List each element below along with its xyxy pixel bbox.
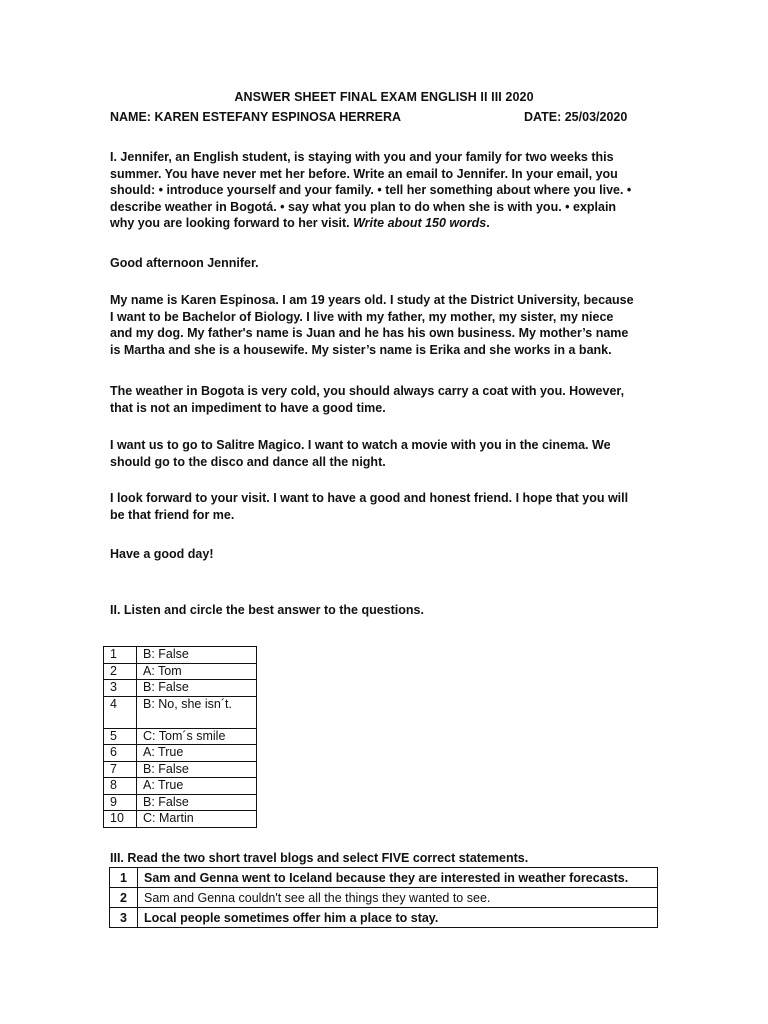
table-row bbox=[110, 888, 658, 908]
email-paragraph-visit: I look forward to your visit. I want to have a good and honest friend. I hope that you will be that friend for me. bbox=[110, 491, 629, 522]
answer-cell: B: False bbox=[137, 680, 257, 697]
statement-number: 2 bbox=[110, 888, 138, 908]
answer-cell: B: No, she isn´t. bbox=[137, 696, 257, 728]
table-row bbox=[104, 794, 257, 811]
table-row bbox=[104, 811, 257, 828]
table-row bbox=[104, 745, 257, 762]
answer-cell: A: True bbox=[137, 778, 257, 795]
section-1-prompt bbox=[110, 149, 638, 232]
table-row bbox=[110, 908, 658, 928]
question-number: 1 bbox=[104, 647, 137, 664]
question-number: 7 bbox=[104, 761, 137, 778]
student-info-line bbox=[110, 110, 640, 124]
section-1-prompt-text: I. Jennifer, an English student, is staying with you and your family for two weeks this summer. You have never met her before. Write an email to Jennifer. In your email, you should: • introduce yourself and your family. • tell her something about where you live. • describe weather in Bogotá. • say what you plan to do when she is with you. • explain why you are looking forward to her visit. bbox=[110, 150, 632, 230]
table-row bbox=[104, 761, 257, 778]
question-number: 9 bbox=[104, 794, 137, 811]
question-number: 8 bbox=[104, 778, 137, 795]
email-greeting: Good afternoon Jennifer. bbox=[110, 256, 259, 270]
answer-cell: B: False bbox=[137, 794, 257, 811]
email-paragraph-plans: I want us to go to Salitre Magico. I want to watch a movie with you in the cinema. We should go to the disco and dance all the night. bbox=[110, 438, 611, 469]
answer-cell: A: Tom bbox=[137, 663, 257, 680]
answer-cell: B: False bbox=[137, 761, 257, 778]
table-row bbox=[104, 663, 257, 680]
table-row bbox=[104, 728, 257, 745]
statement-text: Sam and Genna couldn't see all the things they wanted to see. bbox=[138, 888, 658, 908]
section-3-title: III. Read the two short travel blogs and select FIVE correct statements. bbox=[110, 851, 529, 865]
answer-cell: C: Martin bbox=[137, 811, 257, 828]
table-row bbox=[104, 778, 257, 795]
statement-number: 3 bbox=[110, 908, 138, 928]
document-title: ANSWER SHEET FINAL EXAM ENGLISH II III 2020 bbox=[234, 90, 534, 104]
email-closing: Have a good day! bbox=[110, 547, 214, 561]
section-2-title: II. Listen and circle the best answer to the questions. bbox=[110, 603, 424, 617]
email-paragraph-weather: The weather in Bogota is very cold, you should always carry a coat with you. However, that is not an impediment to have a good time. bbox=[110, 384, 625, 415]
listening-answers-table bbox=[103, 646, 257, 828]
question-number: 2 bbox=[104, 663, 137, 680]
statement-number: 1 bbox=[110, 868, 138, 888]
section-1-prompt-end: . bbox=[486, 216, 490, 230]
question-number: 6 bbox=[104, 745, 137, 762]
table-row bbox=[104, 647, 257, 664]
email-paragraph-family: My name is Karen Espinosa. I am 19 years old. I study at the District University, because I want to be Bachelor of Biology. I live with my father, my mother, my sister, my niece and my dog. My father's name is Juan and he has his own business. My mother’s name is Martha and she is a housewife. My sister’s name is Erika and she works in a bank. bbox=[110, 293, 634, 357]
answer-cell: B: False bbox=[137, 647, 257, 664]
question-number: 5 bbox=[104, 728, 137, 745]
question-number: 10 bbox=[104, 811, 137, 828]
table-row bbox=[104, 680, 257, 697]
question-number: 3 bbox=[104, 680, 137, 697]
word-count-instruction: Write about 150 words bbox=[353, 216, 487, 230]
table-row bbox=[110, 868, 658, 888]
answer-cell: A: True bbox=[137, 745, 257, 762]
travel-blog-statements-table bbox=[109, 867, 658, 928]
exam-date: DATE: 25/03/2020 bbox=[524, 110, 628, 124]
table-row bbox=[104, 696, 257, 728]
statement-text: Local people sometimes offer him a place to stay. bbox=[138, 908, 658, 928]
student-name: NAME: KAREN ESTEFANY ESPINOSA HERRERA bbox=[110, 110, 402, 124]
statement-text: Sam and Genna went to Iceland because they are interested in weather forecasts. bbox=[138, 868, 658, 888]
answer-cell: C: Tom´s smile bbox=[137, 728, 257, 745]
question-number: 4 bbox=[104, 696, 137, 728]
